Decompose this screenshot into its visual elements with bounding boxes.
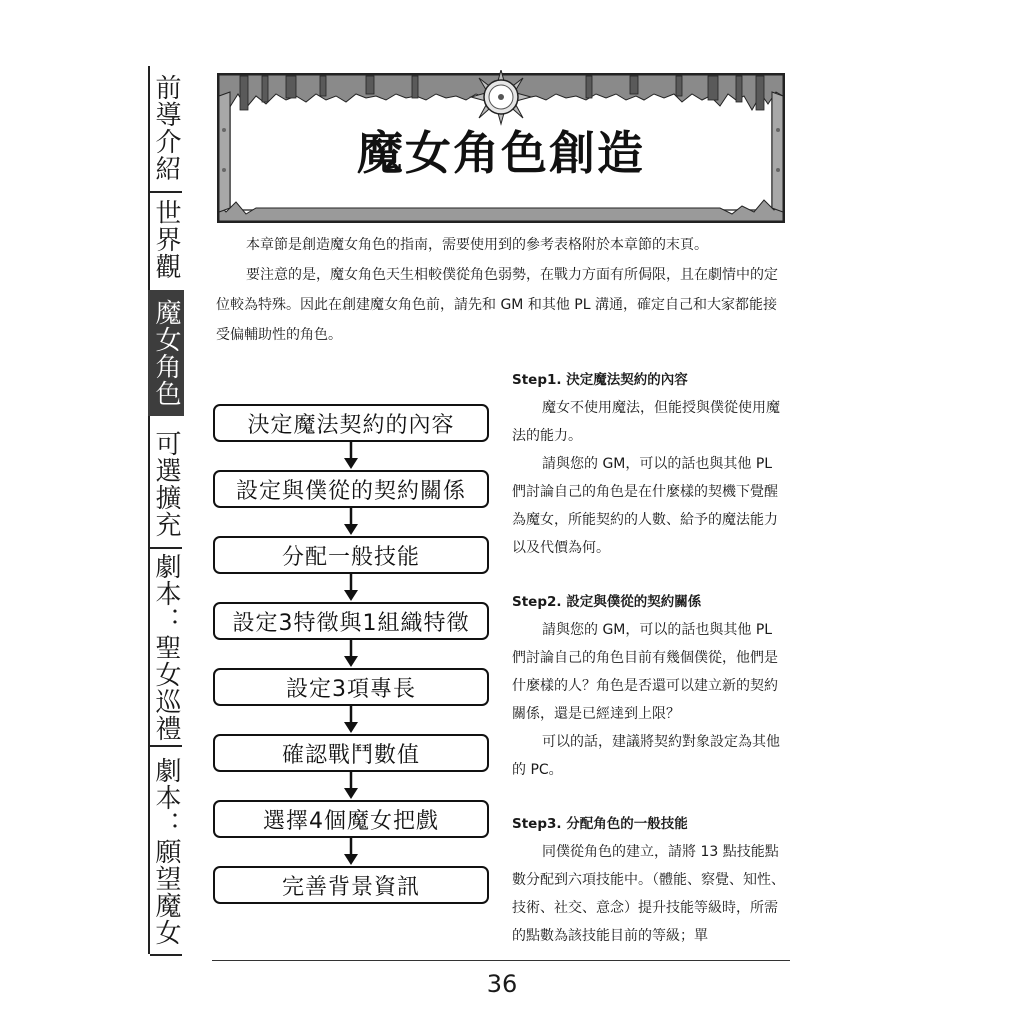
tab-divider (150, 745, 182, 747)
flow-step-2: 設定與僕從的契約關係 (213, 470, 489, 508)
flow-step-6: 確認戰鬥數值 (213, 734, 489, 772)
chapter-tab-label: 劇本：願望魔女 (151, 756, 181, 946)
chapter-tab-scenario-saint[interactable] (148, 552, 184, 742)
page-number: 36 (486, 970, 518, 998)
chapter-tab-label: 魔女角色 (151, 299, 181, 407)
tab-divider (150, 547, 182, 549)
chapter-tab-scenario-wish[interactable] (148, 748, 184, 954)
step-heading: Step1. 決定魔法契約的內容 (512, 372, 688, 388)
chapter-tab-witch-character[interactable] (148, 290, 184, 416)
tab-divider (150, 954, 182, 956)
down-arrow-icon (344, 772, 358, 800)
chapter-tab-label: 可選擴充 (151, 430, 181, 538)
chapter-tab-world[interactable] (148, 194, 184, 284)
flow-step-7: 選擇4個魔女把戲 (213, 800, 489, 838)
step-paragraph: 同僕從角色的建立，請將 13 點技能點數分配到六項技能中。（體能、察覺、知性、技術、社交、意念）提升技能等級時，所需的點數為該技能目前的等級；單 (512, 844, 785, 944)
step-paragraph: 請與您的 GM，可以的話也與其他 PL 們討論自己的角色是在什麼樣的契機下覺醒為魔女，所能契約的人數、給予的魔法能力以及代價為何。 (512, 456, 778, 556)
chapter-tab-intro[interactable] (148, 66, 184, 190)
intro-paragraph: 本章節是創造魔女角色的指南，需要使用到的參考表格附於本章節的末頁。 (246, 237, 708, 253)
footer-rule (212, 960, 790, 961)
flow-step-3: 分配一般技能 (213, 536, 489, 574)
flow-step-1: 決定魔法契約的內容 (213, 404, 489, 442)
down-arrow-icon (344, 442, 358, 470)
chapter-tab-label: 前導介紹 (151, 74, 181, 182)
step-paragraph: 請與您的 GM，可以的話也與其他 PL 們討論自己的角色目前有幾個僕從，他們是什麼樣的人？角色是否還可以建立新的契約關係，還是已經達到上限？ (512, 622, 778, 722)
intro-section (216, 230, 790, 350)
chapter-tab-optional-expansion[interactable] (148, 422, 184, 546)
down-arrow-icon (344, 706, 358, 734)
chapter-tab-rail (0, 0, 200, 1024)
chapter-tab-label: 世界觀 (151, 198, 181, 280)
step-paragraph: 可以的話，建議將契約對象設定為其他的 PC。 (512, 734, 780, 778)
flow-step-5: 設定3項專長 (213, 668, 489, 706)
flow-step-8: 完善背景資訊 (213, 866, 489, 904)
tab-divider (150, 191, 182, 193)
step-descriptions (512, 366, 790, 950)
intro-paragraph: 要注意的是，魔女角色天生相較僕從角色弱勢，在戰力方面有所侷限，且在劇情中的定位較為特殊。因此在創建魔女角色前，請先和 GM 和其他 PL 溝通，確定自己和大家都能接受偏輔助性的角色。 (216, 267, 778, 343)
creation-flowchart (213, 404, 493, 908)
chapter-tab-label: 劇本：聖女巡禮 (151, 552, 181, 742)
down-arrow-icon (344, 838, 358, 866)
title-banner (216, 70, 786, 226)
step-paragraph: 魔女不使用魔法，但能授與僕從使用魔法的能力。 (512, 400, 780, 444)
page-title: 魔女角色創造 (357, 126, 645, 180)
flow-step-4: 設定3特徵與1組織特徵 (213, 602, 489, 640)
down-arrow-icon (344, 508, 358, 536)
down-arrow-icon (344, 574, 358, 602)
down-arrow-icon (344, 640, 358, 668)
step-heading: Step3. 分配角色的一般技能 (512, 816, 688, 832)
step-heading: Step2. 設定與僕從的契約關係 (512, 594, 702, 610)
